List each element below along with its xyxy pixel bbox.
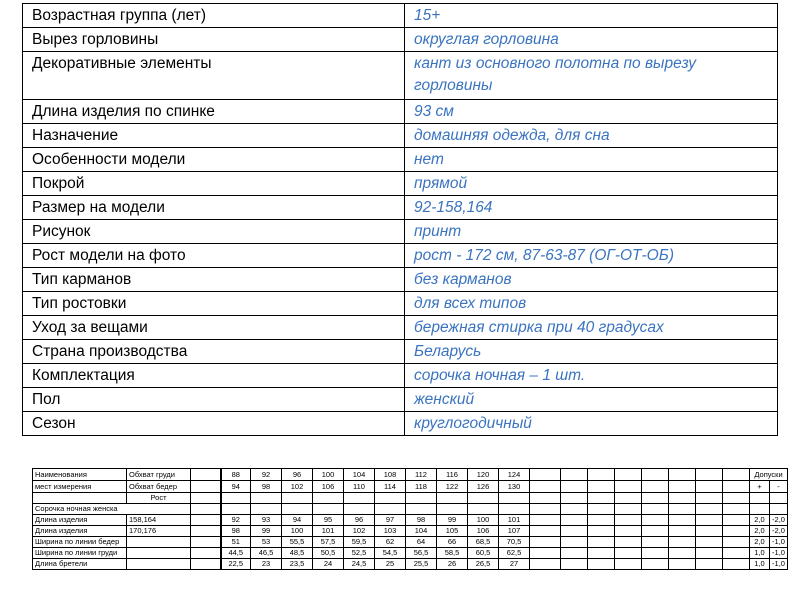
- spec-value: для всех типов: [405, 292, 778, 316]
- measurement-value: 57,5: [313, 537, 344, 548]
- measurement-value: 98: [406, 515, 437, 526]
- empty-cell: [191, 559, 221, 570]
- empty-cell: [344, 504, 375, 515]
- measurement-value: 26: [437, 559, 468, 570]
- empty-cell: [642, 493, 669, 504]
- spec-value: рост - 172 см, 87-63-87 (ОГ-ОТ-ОБ): [405, 244, 778, 268]
- measurement-value: 106: [468, 526, 499, 537]
- empty-cell: [669, 469, 696, 481]
- empty-cell: [669, 537, 696, 548]
- empty-cell: [191, 548, 221, 559]
- measurement-value: 97: [375, 515, 406, 526]
- empty-cell: [615, 559, 642, 570]
- empty-cell: [723, 548, 750, 559]
- chest-size-cell: 100: [313, 469, 344, 481]
- spec-row: [23, 220, 778, 244]
- empty-cell: [530, 537, 561, 548]
- hip-size-cell: 114: [375, 481, 406, 493]
- empty-cell: [642, 504, 669, 515]
- empty-cell: [615, 481, 642, 493]
- chest-size-cell: 92: [251, 469, 282, 481]
- header-label-chest: Обхват груди: [127, 469, 191, 481]
- empty-cell: [696, 559, 723, 570]
- empty-cell: [499, 504, 530, 515]
- empty-cell: [615, 469, 642, 481]
- empty-cell: [669, 515, 696, 526]
- measurement-value: 24,5: [344, 559, 375, 570]
- spec-key: Рост модели на фото: [23, 244, 405, 268]
- tolerance-plus-value: 1,0: [750, 548, 770, 559]
- measurement-value: 52,5: [344, 548, 375, 559]
- measurement-value: 107: [499, 526, 530, 537]
- empty-cell: [723, 504, 750, 515]
- empty-cell: [588, 515, 615, 526]
- size-chart-body: [33, 469, 788, 570]
- tolerance-label: Допуски: [750, 469, 788, 481]
- empty-cell: [642, 481, 669, 493]
- empty-cell: [530, 515, 561, 526]
- empty-cell: [588, 526, 615, 537]
- measurement-value: 102: [344, 526, 375, 537]
- empty-cell: [561, 469, 588, 481]
- spec-key: Возрастная группа (лет): [23, 4, 405, 28]
- spec-row: [23, 28, 778, 52]
- spec-row: [23, 316, 778, 340]
- measurement-value: 51: [221, 537, 251, 548]
- spec-row: [23, 172, 778, 196]
- spec-row: [23, 388, 778, 412]
- measurement-value: 101: [499, 515, 530, 526]
- empty-cell: [723, 537, 750, 548]
- tolerance-plus: +: [750, 481, 770, 493]
- spec-value: кант из основного полотна по вырезу горловины: [405, 52, 778, 100]
- measurement-row: [33, 548, 788, 559]
- empty-cell: [313, 493, 344, 504]
- spec-key: Покрой: [23, 172, 405, 196]
- measurement-value: 99: [251, 526, 282, 537]
- spec-key: Комплектация: [23, 364, 405, 388]
- chest-size-cell: 104: [344, 469, 375, 481]
- empty-cell: [696, 504, 723, 515]
- measurement-value: 100: [468, 515, 499, 526]
- measurement-value: 58,5: [437, 548, 468, 559]
- empty-cell: [588, 469, 615, 481]
- measurement-value: 23: [251, 559, 282, 570]
- measurement-value: 70,5: [499, 537, 530, 548]
- empty-cell: [770, 504, 788, 515]
- empty-cell: [191, 481, 221, 493]
- spec-row: [23, 196, 778, 220]
- measurement-value: 95: [313, 515, 344, 526]
- empty-cell: [696, 526, 723, 537]
- spec-value: 93 см: [405, 100, 778, 124]
- spec-row: [23, 52, 778, 100]
- tolerance-plus-value: 1,0: [750, 559, 770, 570]
- measurement-value: 68,5: [468, 537, 499, 548]
- measurement-value: 92: [221, 515, 251, 526]
- section-title: Сорочка ночная женска: [33, 504, 191, 515]
- spec-row: [23, 364, 778, 388]
- spec-value: Беларусь: [405, 340, 778, 364]
- empty-cell: [561, 493, 588, 504]
- empty-cell: [723, 481, 750, 493]
- empty-cell: [696, 469, 723, 481]
- empty-cell: [615, 515, 642, 526]
- empty-cell: [615, 504, 642, 515]
- empty-cell: [251, 493, 282, 504]
- empty-cell: [669, 548, 696, 559]
- empty-cell: [406, 493, 437, 504]
- hip-size-cell: 110: [344, 481, 375, 493]
- empty-cell: [770, 493, 788, 504]
- spec-row: [23, 292, 778, 316]
- empty-cell: [723, 526, 750, 537]
- measurement-value: 103: [375, 526, 406, 537]
- empty-cell: [642, 548, 669, 559]
- hip-size-cell: 94: [221, 481, 251, 493]
- measurement-value: 93: [251, 515, 282, 526]
- spec-row: [23, 148, 778, 172]
- spec-value: домашняя одежда, для сна: [405, 124, 778, 148]
- spec-key: Тип карманов: [23, 268, 405, 292]
- empty-cell: [530, 504, 561, 515]
- measurement-value: 101: [313, 526, 344, 537]
- hip-size-cell: 122: [437, 481, 468, 493]
- empty-cell: [191, 504, 221, 515]
- measurement-name: Ширина по линии груди: [33, 548, 127, 559]
- hip-size-cell: 118: [406, 481, 437, 493]
- empty-cell: [642, 559, 669, 570]
- empty-cell: [723, 515, 750, 526]
- measurement-name: Длина изделия: [33, 515, 127, 526]
- spec-value: принт: [405, 220, 778, 244]
- spec-value: 92-158,164: [405, 196, 778, 220]
- spec-table-body: [23, 4, 778, 436]
- spec-row: [23, 244, 778, 268]
- empty-cell: [530, 526, 561, 537]
- spec-row: [23, 340, 778, 364]
- empty-cell: [588, 559, 615, 570]
- measurement-value: 53: [251, 537, 282, 548]
- spec-value: 15+: [405, 4, 778, 28]
- spec-key: Страна производства: [23, 340, 405, 364]
- measurement-row: [33, 559, 788, 570]
- spec-value: сорочка ночная – 1 шт.: [405, 364, 778, 388]
- empty-cell: [615, 526, 642, 537]
- hip-size-cell: 106: [313, 481, 344, 493]
- spec-row: [23, 124, 778, 148]
- empty-cell: [561, 548, 588, 559]
- empty-cell: [530, 493, 561, 504]
- empty-cell: [588, 481, 615, 493]
- empty-cell: [437, 504, 468, 515]
- empty-cell: [221, 493, 251, 504]
- empty-cell: [615, 493, 642, 504]
- spec-key: Пол: [23, 388, 405, 412]
- empty-cell: [191, 515, 221, 526]
- chest-size-cell: 120: [468, 469, 499, 481]
- empty-cell: [561, 559, 588, 570]
- measurement-value: 27: [499, 559, 530, 570]
- empty-cell: [251, 504, 282, 515]
- measurement-row: [33, 515, 788, 526]
- spec-value: женский: [405, 388, 778, 412]
- empty-cell: [375, 493, 406, 504]
- measurement-value: 64: [406, 537, 437, 548]
- empty-cell: [561, 526, 588, 537]
- measurement-value: 94: [282, 515, 313, 526]
- empty-cell: [313, 504, 344, 515]
- measurement-value: 62: [375, 537, 406, 548]
- measurement-value: 59,5: [344, 537, 375, 548]
- spec-key: Особенности модели: [23, 148, 405, 172]
- measurement-row: [33, 537, 788, 548]
- empty-cell: [191, 469, 221, 481]
- tolerance-minus-value: -2,0: [770, 526, 788, 537]
- tolerance-minus-value: -1,0: [770, 559, 788, 570]
- spec-key: Уход за вещами: [23, 316, 405, 340]
- empty-cell: [530, 469, 561, 481]
- chest-size-cell: 112: [406, 469, 437, 481]
- empty-cell: [750, 493, 770, 504]
- measurement-value: 100: [282, 526, 313, 537]
- measurement-value: 48,5: [282, 548, 313, 559]
- empty-cell: [723, 493, 750, 504]
- height-label: Рост: [127, 493, 191, 504]
- empty-cell: [588, 504, 615, 515]
- hip-size-cell: 102: [282, 481, 313, 493]
- empty-cell: [561, 504, 588, 515]
- empty-cell: [669, 559, 696, 570]
- chest-size-cell: 108: [375, 469, 406, 481]
- empty-cell: [191, 526, 221, 537]
- empty-cell: [642, 469, 669, 481]
- height-label-row: [33, 493, 788, 504]
- size-header-row-chest: [33, 469, 788, 481]
- empty-cell: [561, 481, 588, 493]
- hip-size-cell: 98: [251, 481, 282, 493]
- empty-cell: [406, 504, 437, 515]
- spec-key: Длина изделия по спинке: [23, 100, 405, 124]
- spec-key: Вырез горловины: [23, 28, 405, 52]
- empty-cell: [750, 504, 770, 515]
- measurement-name: Длина бретели: [33, 559, 127, 570]
- spec-value: бережная стирка при 40 градусах: [405, 316, 778, 340]
- empty-cell: [561, 537, 588, 548]
- measurement-value: 55,5: [282, 537, 313, 548]
- measurement-height: 158,164: [127, 515, 191, 526]
- empty-cell: [615, 548, 642, 559]
- tolerance-minus-value: -1,0: [770, 537, 788, 548]
- empty-cell: [282, 504, 313, 515]
- empty-cell: [588, 548, 615, 559]
- measurement-row: [33, 526, 788, 537]
- spec-key: Сезон: [23, 412, 405, 436]
- measurement-value: 54,5: [375, 548, 406, 559]
- empty-cell: [696, 493, 723, 504]
- section-title-row: [33, 504, 788, 515]
- empty-cell: [282, 493, 313, 504]
- empty-cell: [344, 493, 375, 504]
- measurement-value: 23,5: [282, 559, 313, 570]
- empty-cell: [530, 548, 561, 559]
- hip-size-cell: 126: [468, 481, 499, 493]
- spec-key: Декоративные элементы: [23, 52, 405, 100]
- empty-cell: [642, 526, 669, 537]
- tolerance-minus-value: -1,0: [770, 548, 788, 559]
- measurement-value: 56,5: [406, 548, 437, 559]
- empty-cell: [499, 493, 530, 504]
- spec-value: без карманов: [405, 268, 778, 292]
- measurement-value: 25: [375, 559, 406, 570]
- empty-cell: [615, 537, 642, 548]
- empty-cell: [191, 493, 221, 504]
- empty-cell: [588, 493, 615, 504]
- empty-cell: [437, 493, 468, 504]
- empty-cell: [561, 515, 588, 526]
- chest-size-cell: 124: [499, 469, 530, 481]
- empty-cell: [669, 526, 696, 537]
- measurement-value: 105: [437, 526, 468, 537]
- empty-cell: [723, 469, 750, 481]
- measurement-value: 96: [344, 515, 375, 526]
- measurement-height: [127, 537, 191, 548]
- measurement-value: 50,5: [313, 548, 344, 559]
- measurement-height: 170,176: [127, 526, 191, 537]
- empty-cell: [642, 515, 669, 526]
- measurement-value: 99: [437, 515, 468, 526]
- measurement-value: 60,5: [468, 548, 499, 559]
- empty-cell: [375, 504, 406, 515]
- empty-cell: [221, 504, 251, 515]
- measurement-value: 104: [406, 526, 437, 537]
- chest-size-cell: 88: [221, 469, 251, 481]
- measurement-value: 66: [437, 537, 468, 548]
- spec-value: круглогодичный: [405, 412, 778, 436]
- measurement-value: 98: [221, 526, 251, 537]
- tolerance-minus: -: [770, 481, 788, 493]
- measurement-value: 46,5: [251, 548, 282, 559]
- measurement-value: 62,5: [499, 548, 530, 559]
- measurement-height: [127, 559, 191, 570]
- measurement-value: 22,5: [221, 559, 251, 570]
- empty-cell: [588, 537, 615, 548]
- spec-row: [23, 100, 778, 124]
- measurement-name: Ширина по линии бедер: [33, 537, 127, 548]
- product-spec-table: [22, 3, 778, 436]
- empty-cell: [530, 559, 561, 570]
- measurement-value: 44,5: [221, 548, 251, 559]
- size-header-row-hips: [33, 481, 788, 493]
- measurement-name: Длина изделия: [33, 526, 127, 537]
- spec-value: округлая горловина: [405, 28, 778, 52]
- empty-cell: [696, 537, 723, 548]
- header-name-2: мест измерения: [33, 481, 127, 493]
- empty-cell: [530, 481, 561, 493]
- spec-key: Рисунок: [23, 220, 405, 244]
- size-chart-table: [32, 468, 788, 570]
- header-label-hips: Обхват бедер: [127, 481, 191, 493]
- empty-cell: [33, 493, 127, 504]
- empty-cell: [191, 537, 221, 548]
- tolerance-plus-value: 2,0: [750, 526, 770, 537]
- spec-key: Тип ростовки: [23, 292, 405, 316]
- header-name-1: Наименования: [33, 469, 127, 481]
- hip-size-cell: 130: [499, 481, 530, 493]
- empty-cell: [669, 504, 696, 515]
- spec-row: [23, 412, 778, 436]
- empty-cell: [468, 493, 499, 504]
- measurement-value: 26,5: [468, 559, 499, 570]
- empty-cell: [696, 481, 723, 493]
- tolerance-minus-value: -2,0: [770, 515, 788, 526]
- spec-key: Размер на модели: [23, 196, 405, 220]
- chest-size-cell: 96: [282, 469, 313, 481]
- empty-cell: [468, 504, 499, 515]
- empty-cell: [642, 537, 669, 548]
- empty-cell: [723, 559, 750, 570]
- empty-cell: [696, 515, 723, 526]
- chest-size-cell: 116: [437, 469, 468, 481]
- measurement-value: 24: [313, 559, 344, 570]
- spec-value: прямой: [405, 172, 778, 196]
- empty-cell: [669, 493, 696, 504]
- empty-cell: [669, 481, 696, 493]
- empty-cell: [696, 548, 723, 559]
- tolerance-plus-value: 2,0: [750, 537, 770, 548]
- spec-row: [23, 4, 778, 28]
- spec-row: [23, 268, 778, 292]
- spec-value: нет: [405, 148, 778, 172]
- measurement-value: 25,5: [406, 559, 437, 570]
- tolerance-plus-value: 2,0: [750, 515, 770, 526]
- spec-key: Назначение: [23, 124, 405, 148]
- measurement-height: [127, 548, 191, 559]
